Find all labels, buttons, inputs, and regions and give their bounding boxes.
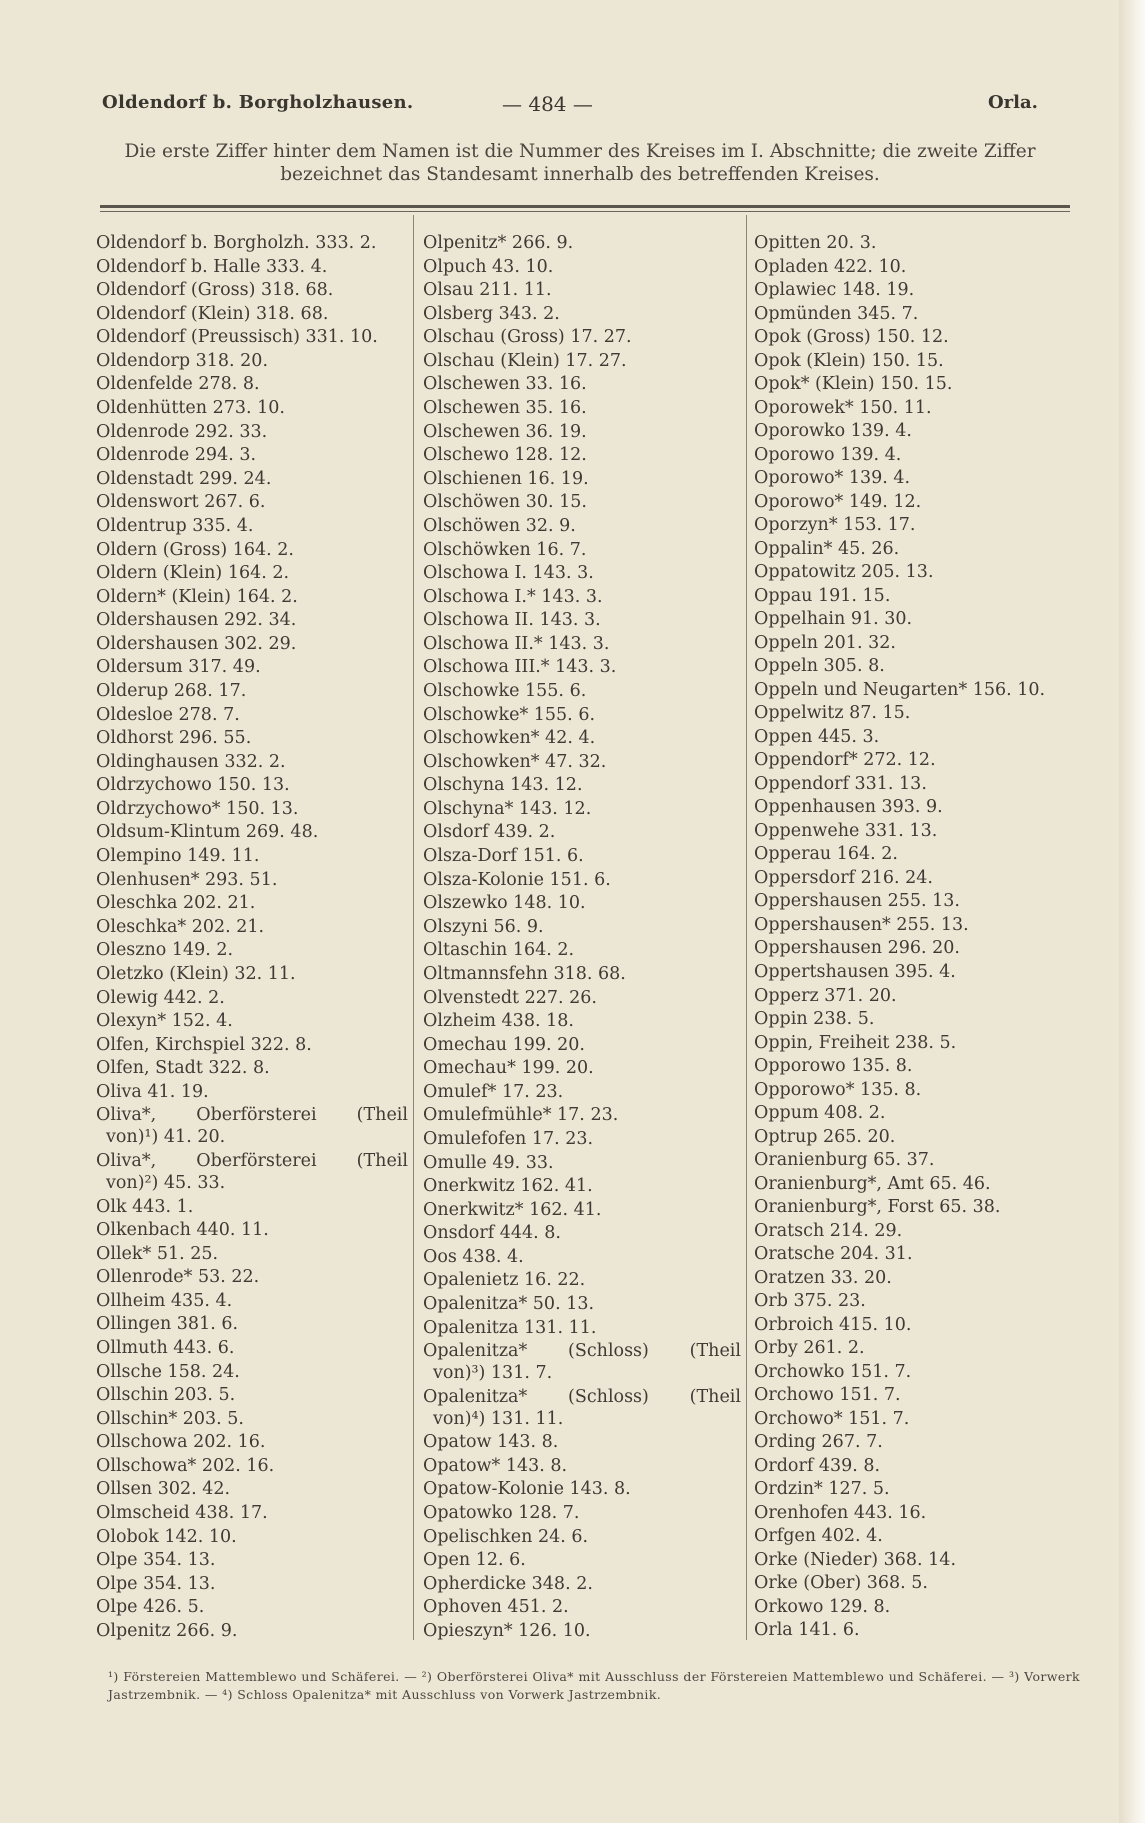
index-entry: Oppenwehe 331. 13. bbox=[754, 820, 938, 841]
intro-text: Die erste Ziffer hinter dem Namen ist die Nummer des Kreises im I. Abschnitte; die zweite Ziffer bezeichnet das Standesamt innerhalb des betreffenden Kreises. bbox=[124, 141, 1036, 185]
index-entry: Olewig 442. 2. bbox=[96, 987, 225, 1008]
index-entry: Oldentrup 335. 4. bbox=[96, 515, 254, 536]
index-entry: Olschewen 36. 19. bbox=[423, 421, 587, 442]
footnotes: ¹) Förstereien Mattemblewo und Schäferei. — ²) Oberförsterei Oliva* mit Ausschluss der Förstereien Mattemblewo und Schäferei. — ³) Vorwerk Jastrzembnik. — ⁴) Schloss Opalenitza* mit Ausschluss von Vorwerk Jastrzembnik. bbox=[108, 1669, 1080, 1702]
index-entry: Olschowa II.* 143. 3. bbox=[423, 633, 610, 654]
index-column-2 bbox=[423, 232, 741, 1642]
index-column-1 bbox=[96, 232, 408, 1642]
index-entry: Olschewo 128. 12. bbox=[423, 445, 587, 466]
index-entry: Olschyna* 143. 12. bbox=[423, 798, 592, 819]
index-entry: Omulefmühle* 17. 23. bbox=[423, 1105, 619, 1126]
index-entry: Ollheim 435. 4. bbox=[96, 1290, 233, 1311]
index-entry-line: Opalenitza* (Schloss) (Theil bbox=[423, 1341, 741, 1362]
index-entry: Opok (Gross) 150. 12. bbox=[754, 327, 949, 348]
index-entry: Oldesloe 278. 7. bbox=[96, 704, 240, 725]
running-head-left: Oldendorf b. Borgholzhausen. bbox=[102, 92, 414, 113]
index-entry: Olzheim 438. 18. bbox=[423, 1011, 574, 1032]
index-entry: Olvenstedt 227. 26. bbox=[423, 987, 597, 1008]
index-entry: Olszyni 56. 9. bbox=[423, 916, 544, 937]
index-entry: Oratsch 214. 29. bbox=[754, 1220, 903, 1241]
running-head-right: Orla. bbox=[988, 92, 1038, 113]
index-entry: Oldenhütten 273. 10. bbox=[96, 398, 285, 419]
index-entry: Ollschin* 203. 5. bbox=[96, 1408, 244, 1429]
index-entry: Oldhorst 296. 55. bbox=[96, 728, 252, 749]
column-divider bbox=[413, 215, 414, 1640]
index-entry: Oleszno 149. 2. bbox=[96, 940, 234, 961]
index-entry: Opatowko 128. 7. bbox=[423, 1503, 580, 1524]
index-entry: Oppendorf 331. 13. bbox=[754, 773, 927, 794]
index-entry: Ollenrode* 53. 22. bbox=[96, 1267, 260, 1288]
index-entry: Olpe 354. 13. bbox=[96, 1550, 216, 1571]
column-divider bbox=[746, 215, 747, 1640]
index-entry: Oldershausen 302. 29. bbox=[96, 633, 297, 654]
index-entry: Ollsen 302. 42. bbox=[96, 1479, 231, 1500]
index-entry: Orke (Nieder) 368. 14. bbox=[754, 1549, 957, 1570]
index-entry: Ollschowa 202. 16. bbox=[96, 1432, 266, 1453]
index-entry bbox=[423, 1340, 741, 1384]
index-entry: Oporowo 139. 4. bbox=[754, 444, 902, 465]
index-entry: Opperau 164. 2. bbox=[754, 844, 898, 865]
index-entry: Oppen 445. 3. bbox=[754, 726, 880, 747]
index-entry: Orke (Ober) 368. 5. bbox=[754, 1573, 928, 1594]
index-entry: Olsza-Dorf 151. 6. bbox=[423, 846, 584, 867]
index-entry: Orchowo* 151. 7. bbox=[754, 1408, 910, 1429]
index-entry: Olpe 426. 5. bbox=[96, 1597, 205, 1618]
index-entry: Opmünden 345. 7. bbox=[754, 303, 919, 324]
index-entry: Omechau* 199. 20. bbox=[423, 1058, 594, 1079]
index-entry bbox=[96, 1104, 408, 1148]
index-entry: Oporzyn* 153. 17. bbox=[754, 515, 916, 536]
index-entry: Olsza-Kolonie 151. 6. bbox=[423, 869, 611, 890]
index-entry: Oldenrode 292. 33. bbox=[96, 421, 268, 442]
index-entry: Oppeln 201. 32. bbox=[754, 632, 896, 653]
index-entry: Oldendorf b. Halle 333. 4. bbox=[96, 256, 328, 277]
index-entry: Opok (Klein) 150. 15. bbox=[754, 350, 944, 371]
index-entry-continuation: von)²) 45. 33. bbox=[106, 1172, 226, 1193]
index-entry: Opieszyn* 126. 10. bbox=[423, 1620, 591, 1641]
index-entry: Orenhofen 443. 16. bbox=[754, 1502, 927, 1523]
index-entry: Oppin, Freiheit 238. 5. bbox=[754, 1032, 957, 1053]
index-entry-continuation: von)³) 131. 7. bbox=[433, 1363, 553, 1384]
index-entry: Orby 261. 2. bbox=[754, 1338, 865, 1359]
index-entry: Oporowo* 149. 12. bbox=[754, 491, 922, 512]
index-entry: Ordzin* 127. 5. bbox=[754, 1479, 890, 1500]
index-entry: Oporowek* 150. 11. bbox=[754, 397, 932, 418]
index-entry: Oranienburg*, Amt 65. 46. bbox=[754, 1173, 991, 1194]
index-entry bbox=[423, 1386, 741, 1430]
index-entry: Ordorf 439. 8. bbox=[754, 1455, 881, 1476]
index-entry: Oltmannsfehn 318. 68. bbox=[423, 963, 626, 984]
index-entry: Olderup 268. 17. bbox=[96, 680, 247, 701]
index-entry: Opladen 422. 10. bbox=[754, 256, 907, 277]
index-entry: Oldendorf (Klein) 318. 68. bbox=[96, 303, 329, 324]
index-entry: Orbroich 415. 10. bbox=[754, 1314, 912, 1335]
index-entry: Orfgen 402. 4. bbox=[754, 1526, 883, 1547]
index-entry: Oppeln und Neugarten* 156. 10. bbox=[754, 679, 1046, 700]
index-entry: Oldersum 317. 49. bbox=[96, 657, 261, 678]
index-entry: Opelischken 24. 6. bbox=[423, 1526, 589, 1547]
index-entry: Olsau 211. 11. bbox=[423, 280, 552, 301]
index-entry: Olschyna 143. 12. bbox=[423, 775, 583, 796]
index-entry: Orkowo 129. 8. bbox=[754, 1596, 891, 1617]
index-entry: Oppatowitz 205. 13. bbox=[754, 562, 934, 583]
index-entry: Opperz 371. 20. bbox=[754, 985, 897, 1006]
index-entry: Olenhusen* 293. 51. bbox=[96, 869, 278, 890]
index-entry: Opalenietz 16. 22. bbox=[423, 1270, 586, 1291]
page-edge bbox=[1119, 0, 1145, 1823]
index-entry: Oranienburg*, Forst 65. 38. bbox=[754, 1197, 1001, 1218]
index-entry: Onerkwitz* 162. 41. bbox=[423, 1199, 602, 1220]
index-entry: Ording 267. 7. bbox=[754, 1432, 883, 1453]
index-entry: Orla 141. 6. bbox=[754, 1620, 860, 1641]
index-entry-continuation: von)⁴) 131. 11. bbox=[433, 1408, 564, 1429]
index-entry: Olschowke 155. 6. bbox=[423, 680, 587, 701]
index-entry: Omulef* 17. 23. bbox=[423, 1081, 564, 1102]
index-entry: Oppertshausen 395. 4. bbox=[754, 961, 956, 982]
index-entry: Oldendorp 318. 20. bbox=[96, 350, 269, 371]
index-entry: Olobok 142. 10. bbox=[96, 1526, 237, 1547]
index-entry: Oppenhausen 393. 9. bbox=[754, 797, 943, 818]
index-entry: Olschowken* 47. 32. bbox=[423, 751, 607, 772]
index-entry: Olfen, Stadt 322. 8. bbox=[96, 1058, 270, 1079]
page-number: — 484 — bbox=[502, 92, 593, 116]
index-entry: Open 12. 6. bbox=[423, 1550, 526, 1571]
index-entry: Omulefofen 17. 23. bbox=[423, 1128, 594, 1149]
index-entry: Olfen, Kirchspiel 322. 8. bbox=[96, 1034, 312, 1055]
index-entry: Oranienburg 65. 37. bbox=[754, 1150, 935, 1171]
index-entry: Olschowken* 42. 4. bbox=[423, 728, 596, 749]
index-entry: Oppum 408. 2. bbox=[754, 1103, 886, 1124]
index-entry: Olempino 149. 11. bbox=[96, 846, 260, 867]
index-entry: Oppershausen 296. 20. bbox=[754, 938, 960, 959]
index-entry: Ollek* 51. 25. bbox=[96, 1243, 219, 1264]
index-entry: Oletzko (Klein) 32. 11. bbox=[96, 963, 296, 984]
index-entry: Oldsum-Klintum 269. 48. bbox=[96, 822, 319, 843]
index-entry: Olk 443. 1. bbox=[96, 1196, 194, 1217]
index-entry: Oppalin* 45. 26. bbox=[754, 538, 900, 559]
index-entry: Oppershausen* 255. 13. bbox=[754, 914, 969, 935]
index-entry: Opatow* 143. 8. bbox=[423, 1455, 568, 1476]
header-rule-thin bbox=[100, 211, 1070, 212]
index-entry: Oratsche 204. 31. bbox=[754, 1244, 913, 1265]
index-entry: Opatow 143. 8. bbox=[423, 1432, 559, 1453]
index-entry: Olschöwken 16. 7. bbox=[423, 539, 587, 560]
index-entry: Opitten 20. 3. bbox=[754, 233, 877, 253]
index-entry bbox=[96, 1150, 408, 1194]
index-entry: Ollschowa* 202. 16. bbox=[96, 1455, 275, 1476]
index-entry: Oldern (Klein) 164. 2. bbox=[96, 563, 290, 584]
index-entry: Olexyn* 152. 4. bbox=[96, 1011, 233, 1032]
index-entry: Opatow-Kolonie 143. 8. bbox=[423, 1479, 631, 1500]
index-entry: Olschau (Klein) 17. 27. bbox=[423, 350, 627, 371]
index-entry: Olsdorf 439. 2. bbox=[423, 822, 556, 843]
index-entry: Opporowo* 135. 8. bbox=[754, 1079, 922, 1100]
index-entry: Oliva 41. 19. bbox=[96, 1081, 209, 1102]
index-entry: Olsberg 343. 2. bbox=[423, 303, 560, 324]
index-entry: Olschöwen 30. 15. bbox=[423, 492, 587, 513]
index-entry: Oppau 191. 15. bbox=[754, 585, 891, 606]
index-entry: Oldenfelde 278. 8. bbox=[96, 374, 260, 395]
index-entry: Oldinghausen 332. 2. bbox=[96, 751, 286, 772]
index-entry: Ollschin 203. 5. bbox=[96, 1385, 236, 1406]
index-entry: Olpe 354. 13. bbox=[96, 1573, 216, 1594]
index-entry: Olszewko 148. 10. bbox=[423, 893, 586, 914]
index-entry: Opporowo 135. 8. bbox=[754, 1056, 913, 1077]
index-entry-line: Oliva*, Oberförsterei (Theil bbox=[96, 1150, 408, 1171]
index-entry: Oporowo* 139. 4. bbox=[754, 468, 911, 489]
index-entry: Olpenitz* 266. 9. bbox=[423, 233, 574, 253]
index-entry: Oppendorf* 272. 12. bbox=[754, 750, 936, 771]
index-entry: Oldendorf (Preussisch) 331. 10. bbox=[96, 327, 378, 348]
index-entry: Olpuch 43. 10. bbox=[423, 256, 554, 277]
index-entry: Oldenswort 267. 6. bbox=[96, 492, 266, 513]
index-entry: Oporowko 139. 4. bbox=[754, 421, 912, 442]
index-entry: Ophoven 451. 2. bbox=[423, 1597, 569, 1618]
index-entry: Oppersdorf 216. 24. bbox=[754, 867, 933, 888]
index-entry: Olschowa I. 143. 3. bbox=[423, 563, 594, 584]
index-entry: Olschewen 33. 16. bbox=[423, 374, 587, 395]
index-entry: Oldrzychowo* 150. 13. bbox=[96, 798, 299, 819]
index-entry: Oldenrode 294. 3. bbox=[96, 445, 257, 466]
index-entry-line: Opalenitza* (Schloss) (Theil bbox=[423, 1386, 741, 1407]
index-entry: Ollmuth 443. 6. bbox=[96, 1338, 235, 1359]
running-head bbox=[0, 92, 1100, 122]
index-entry: Oldern (Gross) 164. 2. bbox=[96, 539, 294, 560]
index-entry: Oratzen 33. 20. bbox=[754, 1267, 892, 1288]
index-entry: Olschowke* 155. 6. bbox=[423, 704, 596, 725]
index-entry: Oppeln 305. 8. bbox=[754, 656, 885, 677]
index-entry: Olschau (Gross) 17. 27. bbox=[423, 327, 632, 348]
index-entry: Olschowa III.* 143. 3. bbox=[423, 657, 617, 678]
index-entry: Opherdicke 348. 2. bbox=[423, 1573, 593, 1594]
index-column-3 bbox=[754, 232, 1084, 1642]
index-entry: Oleschka* 202. 21. bbox=[96, 916, 265, 937]
header-rule bbox=[100, 205, 1070, 208]
index-entry: Opok* (Klein) 150. 15. bbox=[754, 374, 953, 395]
index-entry: Oldendorf (Gross) 318. 68. bbox=[96, 280, 334, 301]
index-entry: Onerkwitz 162. 41. bbox=[423, 1176, 593, 1197]
index-entry: Oleschka 202. 21. bbox=[96, 893, 256, 914]
index-entry: Oltaschin 164. 2. bbox=[423, 940, 575, 961]
index-entry: Olschowa I.* 143. 3. bbox=[423, 586, 603, 607]
index-entry: Olkenbach 440. 11. bbox=[96, 1220, 269, 1241]
index-entry: Omechau 199. 20. bbox=[423, 1034, 585, 1055]
index-entry: Olschienen 16. 19. bbox=[423, 468, 589, 489]
index-entry: Omulle 49. 33. bbox=[423, 1152, 554, 1173]
index-entry: Onsdorf 444. 8. bbox=[423, 1223, 561, 1244]
index-entry: Oos 438. 4. bbox=[423, 1246, 524, 1267]
index-entry: Orb 375. 23. bbox=[754, 1291, 866, 1312]
index-entry: Olmscheid 438. 17. bbox=[96, 1503, 268, 1524]
index-entry: Ollingen 381. 6. bbox=[96, 1314, 239, 1335]
index-entry: Opalenitza 131. 11. bbox=[423, 1317, 597, 1338]
index-entry: Oldern* (Klein) 164. 2. bbox=[96, 586, 298, 607]
index-entry: Oppelhain 91. 30. bbox=[754, 609, 913, 630]
index-entry: Orchowo 151. 7. bbox=[754, 1385, 901, 1406]
index-entry: Olschowa II. 143. 3. bbox=[423, 610, 601, 631]
index-entry: Oldenstadt 299. 24. bbox=[96, 468, 272, 489]
index-entry: Orchowko 151. 7. bbox=[754, 1361, 912, 1382]
index-entry-line: Oliva*, Oberförsterei (Theil bbox=[96, 1105, 408, 1126]
index-entry: Ollsche 158. 24. bbox=[96, 1361, 240, 1382]
index-entry: Opalenitza* 50. 13. bbox=[423, 1294, 595, 1315]
index-entry: Oldendorf b. Borgholzh. 333. 2. bbox=[96, 233, 377, 253]
index-entry-continuation: von)¹) 41. 20. bbox=[106, 1127, 226, 1148]
index-entry: Optrup 265. 20. bbox=[754, 1126, 896, 1147]
index-entry: Oppershausen 255. 13. bbox=[754, 891, 960, 912]
index-entry: Oplawiec 148. 19. bbox=[754, 280, 915, 301]
index-entry: Oldrzychowo 150. 13. bbox=[96, 775, 290, 796]
index-entry: Oppin 238. 5. bbox=[754, 1009, 875, 1030]
index-entry: Oldershausen 292. 34. bbox=[96, 610, 297, 631]
index-entry: Olschöwen 32. 9. bbox=[423, 515, 576, 536]
index-entry: Olschewen 35. 16. bbox=[423, 398, 587, 419]
index-entry: Oppelwitz 87. 15. bbox=[754, 703, 911, 724]
index-entry: Olpenitz 266. 9. bbox=[96, 1620, 238, 1641]
